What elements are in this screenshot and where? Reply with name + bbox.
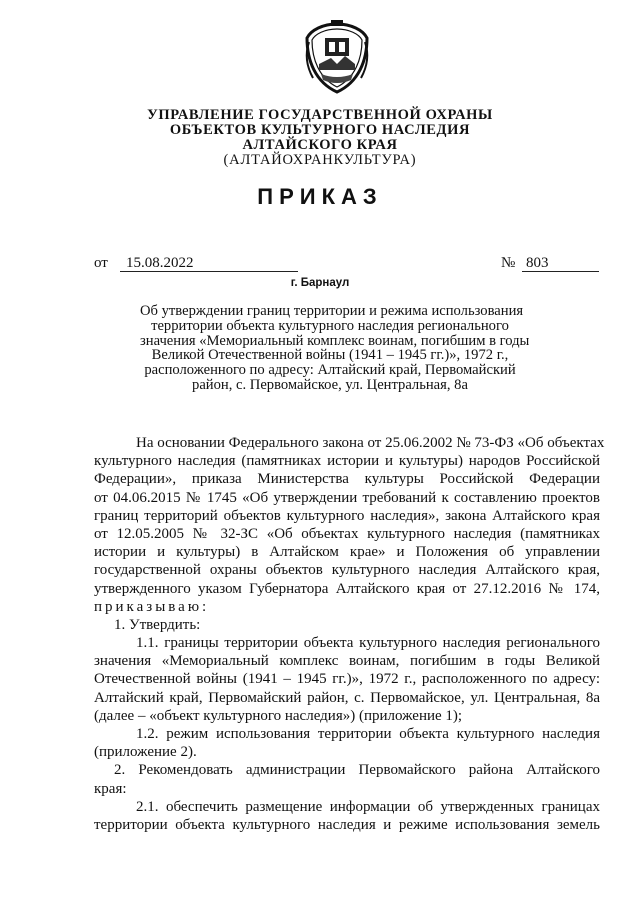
- body-line: границ территорий объектов культурного наследия», закона Алтайского края: [94, 507, 600, 524]
- city-label: г. Барнаул: [290, 277, 350, 289]
- body-line: утвержденного указом Губернатора Алтайского края от 27.12.2016 № 174,: [94, 580, 600, 597]
- agency-short-name: (АЛТАЙОХРАНКУЛЬТУРА): [223, 152, 417, 168]
- subject-line: Об утверждении границ территории и режима использования: [140, 303, 524, 319]
- order-number: 803: [522, 255, 599, 272]
- body-line: значения «Мемориальный комплекс воинам, погибшим в годы Великой: [94, 653, 600, 670]
- body-line: 1.1. границы территории объекта культурного наследия регионального: [136, 635, 600, 652]
- body-line: 1. Утвердить:: [114, 616, 201, 633]
- body-line: культурного наследия (памятниках истории и культуры) народов Российской: [94, 453, 600, 470]
- body-line: 2.1. обеспечить размещение информации об утвержденных границах: [136, 798, 600, 815]
- body-line: 1.2. режим использования территории объекта культурного наследия: [136, 726, 600, 742]
- coat-of-arms-emblem: [301, 20, 373, 96]
- order-body-text: [94, 434, 605, 834]
- agency-name-line: АЛТАЙСКОГО КРАЯ: [242, 137, 398, 153]
- body-line: приказываю:: [94, 598, 210, 615]
- order-subject: [140, 303, 530, 393]
- subject-line: Великой Отечественной войны (1941 – 1945 гг.)», 1972 г.,: [151, 347, 509, 364]
- subject-line: расположенного по адресу: Алтайский край, Первомайский: [144, 362, 516, 379]
- date-label: от: [94, 255, 108, 271]
- body-line: Алтайский край, Первомайский район, с. Первомайское, ул. Центральная, 8а: [94, 689, 600, 706]
- body-line: государственной охраны объектов культурного наследия Алтайского края,: [94, 562, 600, 579]
- body-line: На основании Федерального закона от 25.06.2002 № 73-ФЗ «Об объектах: [136, 435, 605, 451]
- subject-line: значения «Мемориальный комплекс воинам, погибшим в годы: [140, 332, 530, 349]
- body-line: Отечественной войны (1941 – 1945 гг.)», 1972 г., расположенного по адресу:: [94, 671, 600, 688]
- body-line: истории и культуры) в Алтайском крае» и Положения об управлении: [94, 544, 600, 561]
- date-number-row: [94, 255, 599, 275]
- document-type-title: ПРИКАЗ: [257, 184, 383, 209]
- agency-name-line: УПРАВЛЕНИЕ ГОСУДАРСТВЕННОЙ ОХРАНЫ: [147, 107, 493, 123]
- body-line: (приложение 2).: [94, 744, 197, 761]
- subject-line: территории объекта культурного наследия регионального: [151, 317, 509, 334]
- body-line: от 04.06.2015 № 1745 «Об утверждении требований к составлению проектов: [94, 489, 600, 506]
- body-line: от 12.05.2005 № 32-ЗС «Об объектах культурного наследия (памятниках: [94, 525, 600, 542]
- order-date: 15.08.2022: [120, 255, 298, 272]
- subject-line: район, с. Первомайское, ул. Центральная, 8а: [192, 376, 468, 393]
- body-line: территории объекта культурного наследия и режиме использования земель: [94, 816, 600, 833]
- agency-name-line: ОБЪЕКТОВ КУЛЬТУРНОГО НАСЛЕДИЯ: [169, 122, 471, 138]
- number-label: №: [501, 255, 516, 271]
- body-line: 2. Рекомендовать администрации Первомайского района Алтайского: [114, 762, 600, 779]
- body-line: (далее – «объект культурного наследия») (приложение 1);: [94, 707, 463, 724]
- agency-name: [0, 108, 640, 153]
- body-line: Федерации», приказа Министерства культуры Российской Федерации: [94, 471, 600, 488]
- body-line: края:: [94, 780, 127, 797]
